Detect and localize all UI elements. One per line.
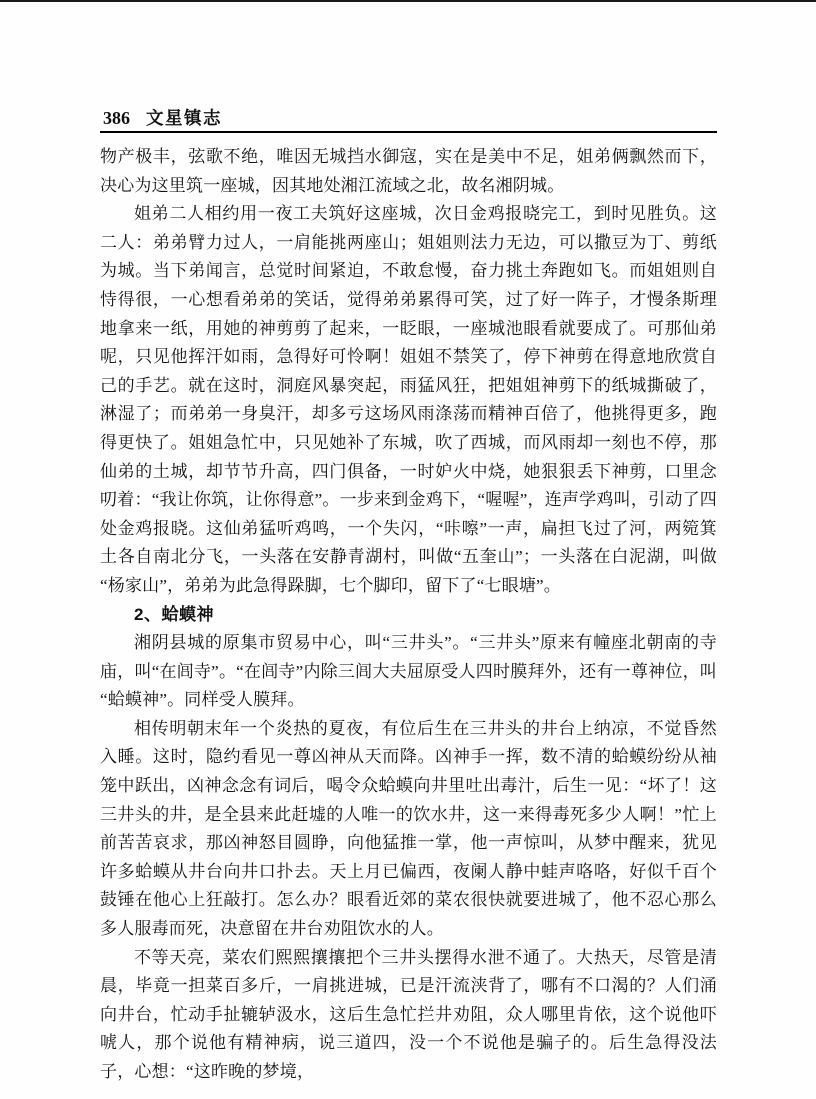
paragraph-toad-god-dream: 相传明朝末年一个炎热的夏夜，有位后生在三井头的井台上纳凉，不觉昏然入睡。这时，隐约看见一尊凶神从天而降。凶神手一挥，数不清的蛤蟆纷纷从袖笼中跃出，凶神念念有词后，喝令众蛤蟆向井里吐出毒汁，后生一见：“坏了！这三井头的井，是全县来此赶墟的人唯一的饮水井，这一来得毒死多少人啊！”忙上前苦苦哀求，那凶神怒目圆睁，向他猛推一掌，他一声惊叫，从梦中醒来，犹见许多蛤蟆从井台向井口扑去。天上月已偏西，夜阑人静中蛙声咯咯，好似千百个鼓锤在他心上狂敲打。怎么办？眼看近郊的菜农很快就要进城了，他不忍心那么多人服毒而死，决意留在井台劝阻饮水的人。 [100, 718, 717, 939]
page-number: 386 [103, 108, 130, 128]
section-heading-toad-god: 2、蛤蟆神 [134, 604, 214, 624]
paragraph-toad-god-morning: 不等天亮，菜农们熙熙攘攘把个三井头摆得水泄不通了。大热天，尽管是清晨，毕竟一担菜百多斤，一肩挑进城，已是汗流浃背了，哪有不口渴的？人们涌向井台，忙动手扯辘轳汲水，这后生急忙拦井劝阻，众人哪里肯依，这个说他吓唬人，那个说他有精神病，说三道四，没一个不说他是骗子的。后生急得没法子，心想：“这昨晚的梦境， [100, 947, 717, 1081]
paragraph-legend-city-intro: 物产极丰，弦歌不绝，唯因无城挡水御寇，实在是美中不足，姐弟俩飘然而下，决心为这里筑一座城，因其地处湘江流域之北，故名湘阴城。 [100, 147, 717, 195]
header-rule [100, 131, 717, 133]
book-title: 文星镇志 [146, 108, 222, 128]
paragraph-legend-city-story: 姐弟二人相约用一夜工夫筑好这座城，次日金鸡报晓完工，到时见胜负。这二人：弟弟臂力过人，一肩能挑两座山；姐姐则法力无边，可以撒豆为丁、剪纸为城。当下弟闻言，总觉时间紧迫，不敢怠慢，奋力挑土奔跑如飞。而姐姐则自恃得很，一心想看弟弟的笑话，觉得弟弟累得可笑，过了好一阵子，才慢条斯理地拿来一纸，用她的神剪剪了起来，一眨眼，一座城池眼看就要成了。可那仙弟呢，只见他挥汗如雨，急得好可怜啊！姐姐不禁笑了，停下神剪在得意地欣赏自己的手艺。就在这时，洞庭风暴突起，雨猛风狂，把姐姐神剪下的纸城撕破了，淋湿了；而弟弟一身臭汗，却多亏这场风雨涤荡而精神百倍了，他挑得更多，跑得更快了。姐姐急忙中，只见她补了东城，吹了西城，而风雨却一刻也不停，那仙弟的土城，却节节升高，四门俱备，一时妒火中烧，她狠狠丢下神剪，口里念叨着：“我让你筑，让你得意”。一步来到金鸡下，“喔喔”，连声学鸡叫，引动了四处金鸡报晓。这仙弟猛听鸡鸣，一个失闪，“咔嚓”一声，扁担飞过了河，两箢箕土各自南北分飞，一头落在安静青湖村，叫做“五奎山”；一头落在白泥湖，叫做“杨家山”，弟弟为此急得跺脚，七个脚印，留下了“七眼塘”。 [100, 204, 717, 595]
page-header [103, 105, 222, 130]
page-body [100, 143, 717, 1087]
paragraph-toad-god-intro: 湘阴县城的原集市贸易中心，叫“三井头”。“三井头”原来有幢座北朝南的寺庙，叫“在闾寺”。“在闾寺”内除三闾大夫屈原受人四时膜拜外，还有一尊神位，叫“蛤蟆神”。同样受人膜拜。 [100, 633, 717, 710]
scan-edge-line [0, 0, 816, 2]
